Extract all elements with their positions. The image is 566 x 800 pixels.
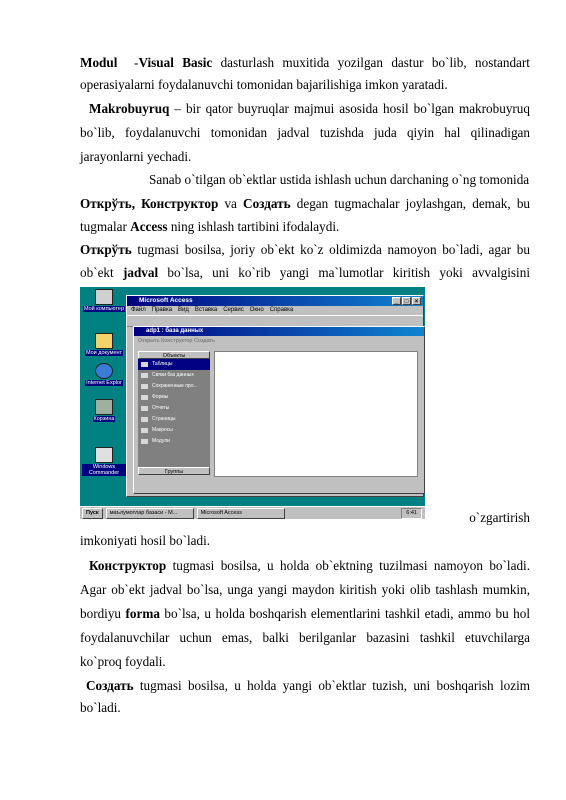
desktop-icon-windows-commander: Windows Commander [82,447,126,476]
access-title-bar: Microsoft Access _ □ × [127,296,423,306]
object-list [214,351,418,477]
object-item: Модули [138,436,210,447]
para2-line3: jarayonlarni yechadi. [80,149,192,164]
para5-line2: Agar ob`ekt jadval bo`lsa, unga yangi maydon kiritish yoki olib tashlash mumkin, [80,582,530,597]
access-screenshot [80,287,425,519]
para2-line1: Makrobuyruq – bir qator buyruqlar majmui asosida hosil bo`lgan makrobuyruq [89,101,530,116]
para4-line1: Открўть tugmasi bosilsa, joriy ob`ekt ko`z oldimizda namoyon bo`ladi, agar bu [80,242,530,257]
taskbar-item: Microsoft Access [197,508,285,519]
database-title-bar: adp1 : база данных [134,327,424,336]
access-menu-bar: Файл Правка Вид Вставка Сервис Окно Справка [131,307,294,313]
taskbar-item: маълумотлар базаси - M... [106,508,194,519]
para5-line1: Конструктор tugmasi bosilsa, u holda ob`ektning tuzilmasi namoyon bo`ladi. [89,558,530,573]
para4-line3: o`zgartirish [469,510,530,525]
para4-line4: imkoniyati hosil bo`ladi. [80,533,211,548]
object-item: Отчеты [138,403,210,414]
object-item: Таблицы [138,359,210,370]
para4-line2: ob`ekt jadval bo`lsa, uni ko`rib yangi ma`lumotlar kiritish yoki avvalgisini [80,265,530,280]
para5-line5: ko`proq foydali. [80,654,166,669]
taskbar-clock: 6:41 [401,508,422,519]
close-icon: × [412,297,421,305]
object-item: Связи баз данных [138,370,210,381]
object-item: Макросы [138,425,210,436]
para1-line1: Modul -Visual Basic dasturlash muxitida yozilgan dastur bo`lib, nostandart [80,55,530,70]
desktop-icon-internet-explorer: Internet Explor [82,363,126,386]
groups-footer: Группы [138,467,210,475]
para5-line4: foydalanuvchilar uchun emas, balki berilganlar bazasini tashkil etuvchilarga [80,630,530,645]
para1-line2: operasiyalarni foydalanuvchi tomonidan bajarilishiga imkon yaratadi. [80,77,448,92]
desktop-icon-recycle-bin: Корзина [82,399,126,422]
object-item: Страницы [138,414,210,425]
start-button: Пуск [82,508,103,519]
para3-line3: tugmalar Access ning ishlash tartibini ifodalaydi. [80,219,340,234]
para3-line1: Sanab o`tilgan ob`ektlar ustida ishlash uchun darchaning o`ng tomonida [149,172,530,187]
para6-line1: Создать tugmasi bosilsa, u holda yangi ob`ektlar tuzish, uni boshqarish lozim [86,678,530,693]
maximize-icon: □ [402,297,411,305]
access-window [126,295,424,497]
database-toolbar: Открыть Конструктор Создать [138,338,215,344]
para5-line3: bordiyu forma bo`lsa, u holda boshqarish elementlarini tashkil etadi, ammo bu hol [80,606,530,621]
objects-pane [138,351,210,475]
para3-line2: Открўть, Конструктор va Создать degan tugmachalar joylashgan, demak, bu [80,196,531,211]
objects-header: Объекты [138,351,210,359]
object-item: Сохраненные про... [138,381,210,392]
desktop-icon-my-computer: Мой компьютер [82,289,126,312]
taskbar [80,506,425,519]
para2-line2: bo`lib, foydalanuvchi tomonidan jadval tuzishda juda qiyin hal qilinadigan [80,125,530,140]
minimize-icon: _ [392,297,401,305]
desktop-icon-my-documents: Мои документ [82,333,126,356]
database-window [133,326,425,494]
object-item: Формы [138,392,210,403]
para6-line2: bo`ladi. [80,700,121,715]
